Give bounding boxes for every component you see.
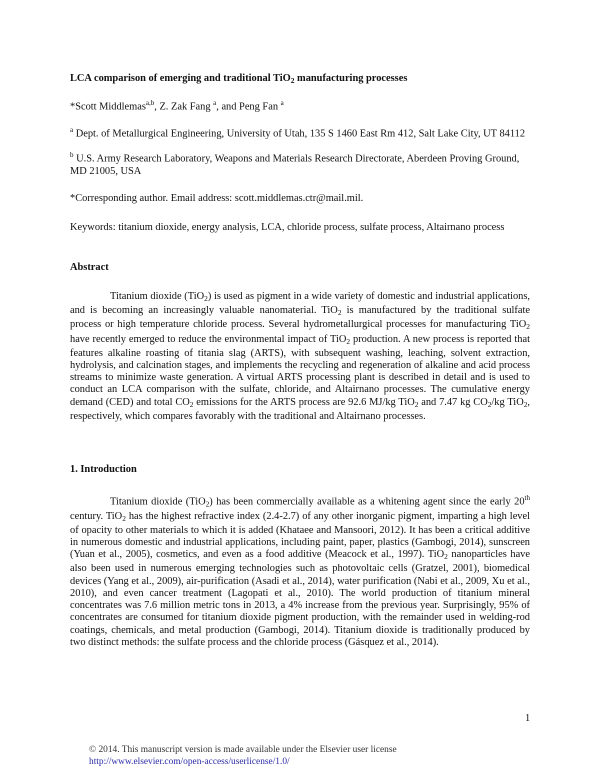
paper-title: LCA comparison of emerging and traditional TiO$_2$ manufacturing processes: [70, 73, 408, 85]
introduction-heading: 1. Introduction: [70, 464, 137, 475]
affiliation-b: $^b$ U.S. Army Research Laboratory, Weapons and Materials Research Directorate, Aberdeen Proving Ground, MD 21005, USA: [70, 151, 520, 177]
page-number: 1: [525, 713, 531, 724]
license-footer: [89, 745, 397, 768]
license-text: © 2014. This manuscript version is made available under the Elsevier user license: [89, 745, 397, 755]
affiliation-a: $^a$ Dept. of Metallurgical Engineering, University of Utah, 135 S 1460 East Rm 412, Salt Lake City, UT 84112: [70, 126, 526, 140]
keywords: Keywords: titanium dioxide, energy analysis, LCA, chloride process, sulfate process, Altairnano process: [70, 222, 505, 233]
introduction-text: Titanium dioxide (TiO$_2$) has been commercially available as a whitening agent since the early 20th century. TiO$_2$ has the highest refractive index (2.4-2.7) of any other inorganic pigment, imparting a high level of opacity to other materials to which it is added (Khataee and Mansoori, 2012). It has been a critical additive in numerous domestic and industrial applications, including paint, paper, plastics (Gambogi, 2014), sunscreen (Yuan et al., 2005), cosmetics, and even as a food additive (Meacock et al., 1997). TiO$_2$ nanoparticles have also been used in numerous emerging technologies such as photovoltaic cells (Gratzel, 2001), biomedical devices (Yang et al., 2009), air-purification (Asadi et al., 2014), water purification (Nabi et al., 2009, Xu et al., 2010), and even cancer treatment (Lagopati et al., 2010). The world production of titanium mineral concentrates was 7.6 million metric tons in 2013, a 4% increase from the previous year. Surprisingly, 95% of concentrates are consumed for titanium dioxide pigment production, with the remainder used in welding-rod coatings, chemicals, and metal production (Gambogi, 2014). Titanium dioxide is traditionally produced by two distinct methods: the sulfate process and the chloride process (Gásquez et al., 2014).: [70, 494, 530, 648]
abstract-text: Titanium dioxide (TiO$_2$) is used as pigment in a wide variety of domestic and industrial applications, and is becoming an increasingly valuable nanomaterial. TiO$_2$ is manufactured by the traditional sulfate process or high temperature chloride process. Several hydrometallurgical processes for manufacturing TiO$_2$ have recently emerged to reduce the environmental impact of TiO$_2$ production. A new process is reported that features alkaline roasting of titania slag (ARTS), with subsequent washing, leaching, solvent extraction, hydrolysis, and calcination stages, and implements the recycling and regeneration of alkaline and acid process streams to minimize waste generation. A virtual ARTS processing plant is described in detail and is used to conduct an LCA comparison with the sulfate, chloride, and Altairnano processes. The cumulative energy demand (CED) and total $CO_2$ emissions for the ARTS process are 92.6 MJ/kg TiO$_2$ and 7.47 kg $CO_2/kg$ TiO$_2$, respectively, which compares favorably with the traditional and Altairnano processes.: [70, 291, 531, 422]
license-link[interactable]: http://www.elsevier.com/open-access/userlicense/1.0/: [89, 756, 290, 767]
abstract-heading: Abstract: [70, 262, 109, 273]
corresponding-author: *Corresponding author. Email address: scott.middlemas.ctr@mail.mil.: [70, 193, 364, 204]
author-line: *Scott Middlemas$^{a,b}$, Z. Zak Fang $^a$, and Peng Fan $^a$: [70, 99, 284, 113]
